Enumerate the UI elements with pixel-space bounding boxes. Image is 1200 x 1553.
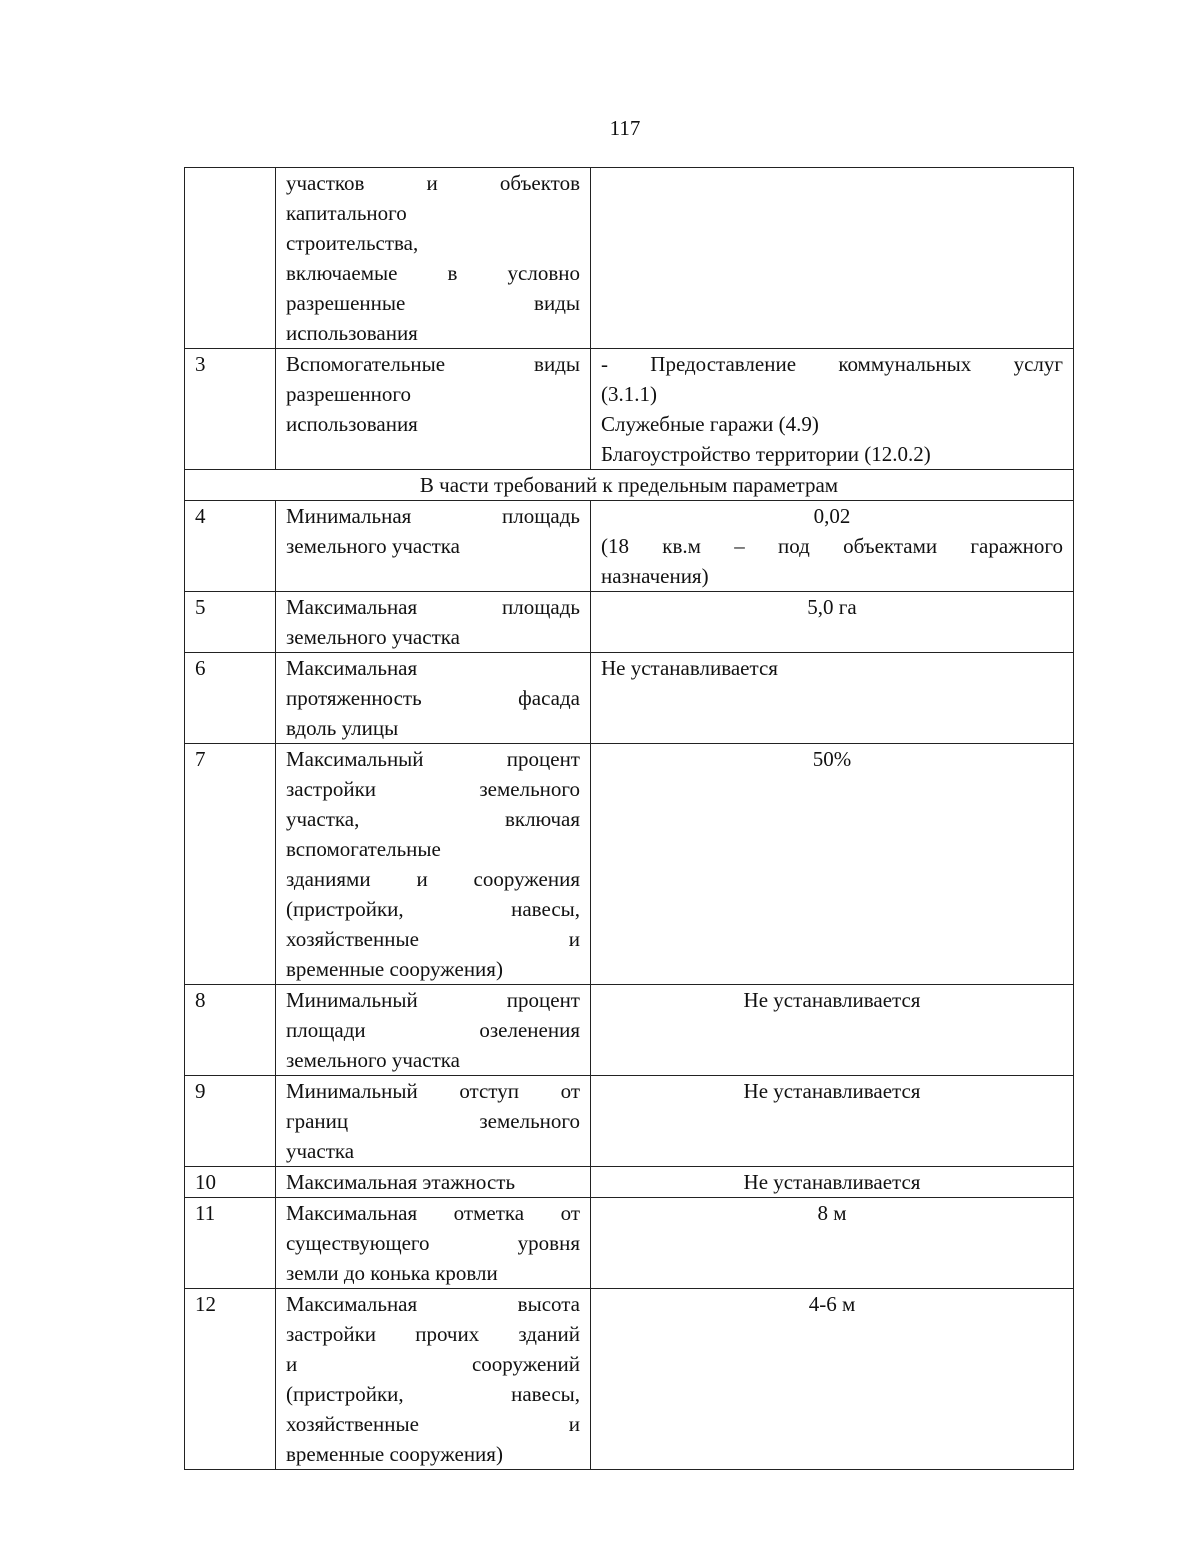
parameter-name-line: временные сооружения) bbox=[286, 1442, 503, 1466]
parameter-name bbox=[276, 1167, 591, 1198]
parameter-name bbox=[276, 744, 591, 985]
parameter-value bbox=[591, 501, 1074, 592]
table-row bbox=[185, 501, 1074, 592]
row-number: 9 bbox=[185, 1076, 276, 1167]
parameter-value-line: Служебные гаражи (4.9) bbox=[601, 412, 819, 436]
parameter-name bbox=[276, 592, 591, 653]
parameter-name-line: Максимальная площадь bbox=[286, 595, 580, 619]
parameter-name-line: включаемые в условно bbox=[286, 261, 580, 285]
zoning-parameters-table bbox=[184, 167, 1074, 1470]
parameter-name bbox=[276, 1289, 591, 1470]
parameter-value-line: назначения) bbox=[601, 564, 709, 588]
parameter-value-line: 50% bbox=[812, 747, 852, 771]
parameter-name-line: зданиями и сооружения bbox=[286, 867, 580, 891]
parameter-name-line: земельного участка bbox=[286, 625, 460, 649]
parameter-name-line: границ земельного bbox=[286, 1109, 580, 1133]
parameter-value bbox=[591, 985, 1074, 1076]
section-heading: В части требований к предельным параметрам bbox=[185, 470, 1074, 501]
parameter-name-line: использования bbox=[286, 412, 418, 436]
row-number bbox=[185, 168, 276, 349]
parameter-name-line: Минимальная площадь bbox=[286, 504, 580, 528]
parameter-value-line: (3.1.1) bbox=[601, 382, 657, 406]
parameter-value bbox=[591, 653, 1074, 744]
parameter-value-line: 4-6 м bbox=[808, 1292, 856, 1316]
parameter-name-line: временные сооружения) bbox=[286, 957, 503, 981]
table-row bbox=[185, 653, 1074, 744]
table-row bbox=[185, 1198, 1074, 1289]
parameter-name-line: капитального bbox=[286, 201, 407, 225]
parameter-name-line: Максимальная bbox=[286, 656, 418, 680]
parameter-name-line: Вспомогательные виды bbox=[286, 352, 580, 376]
parameter-name bbox=[276, 653, 591, 744]
parameter-value-line: Не устанавливается bbox=[743, 988, 921, 1012]
parameter-name bbox=[276, 1198, 591, 1289]
parameter-name-line: Максимальная высота bbox=[286, 1292, 580, 1316]
row-number: 5 bbox=[185, 592, 276, 653]
row-number: 6 bbox=[185, 653, 276, 744]
parameter-name-line: и сооружений bbox=[286, 1352, 580, 1376]
row-number: 8 bbox=[185, 985, 276, 1076]
parameter-value-line: 0,02 bbox=[813, 504, 851, 528]
row-number: 12 bbox=[185, 1289, 276, 1470]
parameter-name bbox=[276, 501, 591, 592]
parameter-value-line: Не устанавливается bbox=[743, 1079, 921, 1103]
parameter-name-line: вдоль улицы bbox=[286, 716, 399, 740]
table-body bbox=[185, 168, 1074, 1470]
parameter-name-line: протяженность фасада bbox=[286, 686, 580, 710]
row-number: 10 bbox=[185, 1167, 276, 1198]
table-row bbox=[185, 349, 1074, 470]
parameter-name-line: участка, включая bbox=[286, 807, 580, 831]
parameter-name-line: Максимальный процент bbox=[286, 747, 580, 771]
parameter-value-line: Не устанавливается bbox=[601, 656, 778, 680]
parameter-name-line: (пристройки, навесы, bbox=[286, 897, 580, 921]
parameter-value bbox=[591, 349, 1074, 470]
parameter-name-line: хозяйственные и bbox=[286, 1412, 580, 1436]
parameter-name-line: разрешенные виды bbox=[286, 291, 580, 315]
parameter-value-line: Не устанавливается bbox=[743, 1170, 921, 1194]
row-number: 3 bbox=[185, 349, 276, 470]
parameter-value bbox=[591, 592, 1074, 653]
parameter-name bbox=[276, 168, 591, 349]
page-number: 117 bbox=[609, 116, 641, 140]
parameter-name-line: использования bbox=[286, 321, 418, 345]
row-number: 11 bbox=[185, 1198, 276, 1289]
parameter-name-line: земли до конька кровли bbox=[286, 1261, 498, 1285]
parameter-name-line: разрешенного bbox=[286, 382, 411, 406]
parameter-name-line: земельного участка bbox=[286, 534, 460, 558]
table-row bbox=[185, 1289, 1074, 1470]
parameter-value bbox=[591, 1076, 1074, 1167]
table-row bbox=[185, 744, 1074, 985]
parameter-value bbox=[591, 744, 1074, 985]
parameter-value-line: 8 м bbox=[817, 1201, 847, 1225]
parameter-value bbox=[591, 1289, 1074, 1470]
parameter-value-line: - Предоставление коммунальных услуг bbox=[601, 352, 1063, 376]
parameter-value-line: 5,0 га bbox=[807, 595, 857, 619]
table-row bbox=[185, 168, 1074, 349]
table-row bbox=[185, 1167, 1074, 1198]
parameter-name bbox=[276, 985, 591, 1076]
parameter-name-line: Максимальная отметка от bbox=[286, 1201, 580, 1225]
parameter-value-line: Благоустройство территории (12.0.2) bbox=[601, 442, 931, 466]
parameter-name-line: застройки земельного bbox=[286, 777, 580, 801]
parameter-name-line: участка bbox=[286, 1139, 355, 1163]
table-row bbox=[185, 592, 1074, 653]
parameter-name-line: хозяйственные и bbox=[286, 927, 580, 951]
table-row bbox=[185, 985, 1074, 1076]
parameter-name bbox=[276, 349, 591, 470]
parameter-name-line: Минимальный процент bbox=[286, 988, 580, 1012]
parameter-name-line: Минимальный отступ от bbox=[286, 1079, 580, 1103]
parameter-name-line: застройки прочих зданий bbox=[286, 1322, 580, 1346]
parameter-value-line: (18 кв.м – под объектами гаражного bbox=[601, 534, 1063, 558]
table-row bbox=[185, 470, 1074, 501]
parameter-name-line: существующего уровня bbox=[286, 1231, 580, 1255]
table-row bbox=[185, 1076, 1074, 1167]
parameter-name-line: участков и объектов bbox=[286, 171, 580, 195]
parameter-name-line: строительства, bbox=[286, 231, 419, 255]
row-number: 4 bbox=[185, 501, 276, 592]
parameter-value bbox=[591, 1167, 1074, 1198]
parameter-name-line: земельного участка bbox=[286, 1048, 460, 1072]
parameter-name-line: (пристройки, навесы, bbox=[286, 1382, 580, 1406]
parameter-name-line: Максимальная этажность bbox=[286, 1170, 516, 1194]
parameter-name-line: площади озеленения bbox=[286, 1018, 580, 1042]
parameter-value bbox=[591, 168, 1074, 349]
parameter-name-line: вспомогательные bbox=[286, 837, 441, 861]
row-number: 7 bbox=[185, 744, 276, 985]
parameter-name bbox=[276, 1076, 591, 1167]
parameter-value bbox=[591, 1198, 1074, 1289]
